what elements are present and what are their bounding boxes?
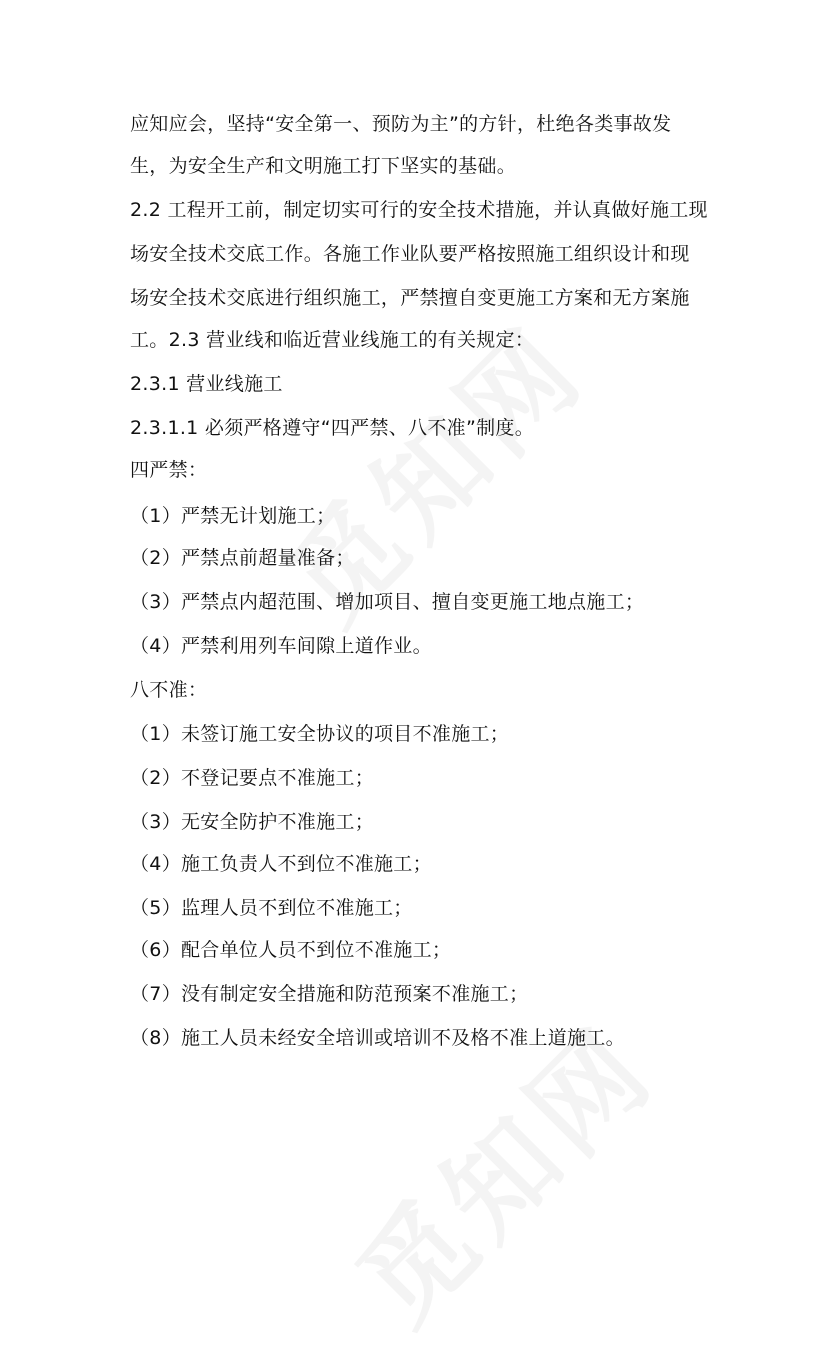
list-item: （6）配合单位人员不到位不准施工； <box>130 939 452 961</box>
paragraph-line: 生，为安全生产和文明施工打下坚实的基础。 <box>130 155 517 177</box>
section-heading: 2.3.1 营业线施工 <box>130 373 283 395</box>
paragraph-line: 2.2 工程开工前，制定切实可行的安全技术措施，并认真做好施工现 <box>130 199 708 221</box>
paragraph-line: 场安全技术交底工作。各施工作业队要严格按照施工组织设计和现 <box>130 243 690 265</box>
section-heading: 2.3.1.1 必须严格遵守“四严禁、八不准”制度。 <box>130 417 534 439</box>
list-item: （1）严禁无计划施工； <box>130 505 336 527</box>
paragraph-line: 工。2.3 营业线和临近营业线施工的有关规定： <box>130 329 535 351</box>
list-item: （3）严禁点内超范围、增加项目、擅自变更施工地点施工； <box>130 591 645 613</box>
list-item: （8）施工人员未经安全培训或培训不及格不准上道施工。 <box>130 1027 625 1049</box>
list-item: （5）监理人员不到位不准施工； <box>130 897 413 919</box>
list-item: （4）施工负责人不到位不准施工； <box>130 853 432 875</box>
paragraph-line: 场安全技术交底进行组织施工，严禁擅自变更施工方案和无方案施 <box>130 287 690 309</box>
list-item: （2）不登记要点不准施工； <box>130 767 374 789</box>
list-title: 八不准： <box>130 679 208 701</box>
list-item: （4）严禁利用列车间隙上道作业。 <box>130 635 432 657</box>
list-item: （1）未签订施工安全协议的项目不准施工； <box>130 723 510 745</box>
list-title: 四严禁： <box>130 459 208 481</box>
list-item: （2）严禁点前超量准备； <box>130 547 355 569</box>
list-item: （3）无安全防护不准施工； <box>130 811 374 833</box>
paragraph-line: 应知应会，坚持“安全第一、预防为主”的方针，杜绝各类事故发 <box>130 113 672 135</box>
list-item: （7）没有制定安全措施和防范预案不准施工； <box>130 983 529 1005</box>
